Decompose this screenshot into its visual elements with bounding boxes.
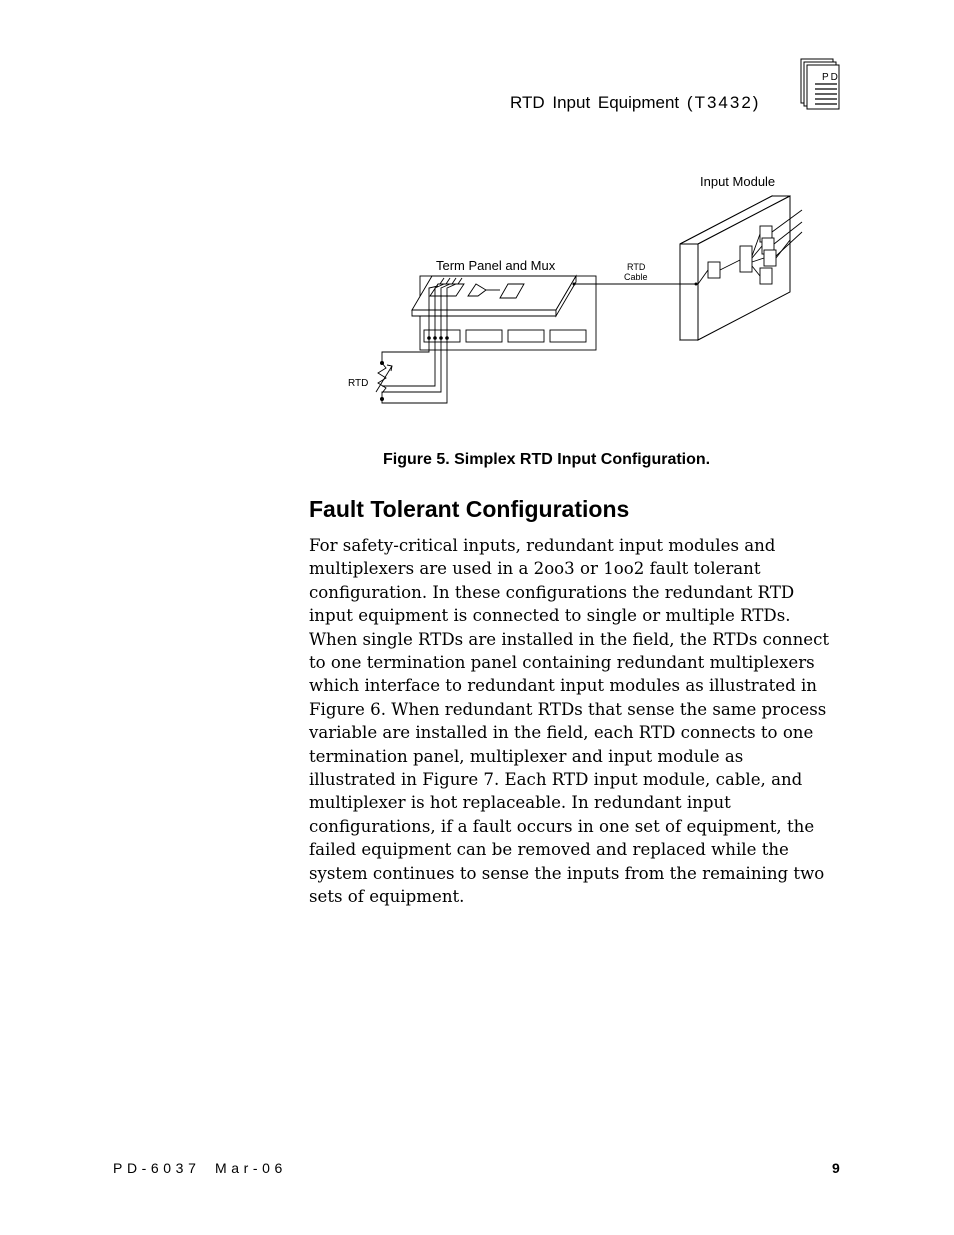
body-line: termination panel, multiplexer and input module as [309, 746, 744, 766]
label-rtd: RTD [348, 378, 369, 389]
body-line: multiplexers are used in a 2oo3 or 1oo2 fault tolerant [309, 559, 761, 579]
document-stack-icon [800, 58, 842, 112]
body-line: to one termination panel containing redundant multiplexers [309, 653, 815, 673]
body-line: failed equipment can be removed and replaced while the [309, 840, 789, 860]
simplex-rtd-diagram [340, 170, 810, 410]
label-input-module: Input Module [700, 174, 776, 189]
body-line: sets of equipment. [309, 887, 465, 907]
header-part-number: (T3432) [686, 93, 761, 112]
body-line: system continues to sense the inputs from the remaining two [309, 863, 825, 883]
body-line: variable are installed in the field, each RTD connects to one [309, 723, 814, 743]
body-line: When single RTDs are installed in the field, the RTDs connect [309, 629, 830, 649]
body-line: For safety-critical inputs, redundant input modules and [309, 536, 776, 555]
label-rtd-cable-1: RTD [627, 262, 646, 272]
body-line: Figure 6. When redundant RTDs that sense the same process [309, 699, 827, 719]
section-body [309, 534, 849, 909]
footer-page-number: 9 [832, 1160, 840, 1176]
footer-doc-id: PD-6037 Mar-06 [113, 1160, 287, 1176]
header-title: RTD Input Equipment [510, 93, 680, 112]
running-header [510, 93, 760, 113]
body-line: input equipment is connected to single or multiple RTDs. [309, 606, 791, 626]
label-term-panel: Term Panel and Mux [436, 258, 556, 273]
body-line: configuration. In these configurations the redundant RTD [309, 582, 795, 602]
body-line: which interface to redundant input modules as illustrated in [309, 676, 817, 696]
body-line: illustrated in Figure 7. Each RTD input module, cable, and [309, 770, 803, 790]
body-line: multiplexer is hot replaceable. In redundant input [309, 793, 731, 813]
label-rtd-cable-2: Cable [624, 272, 648, 282]
doc-icon-label: PD [822, 72, 840, 83]
figure-caption: Figure 5. Simplex RTD Input Configuration. [383, 451, 711, 468]
body-line: configurations, if a fault occurs in one set of equipment, the [309, 816, 815, 836]
section-title: Fault Tolerant Configurations [309, 496, 630, 522]
input-module-box [680, 196, 790, 340]
